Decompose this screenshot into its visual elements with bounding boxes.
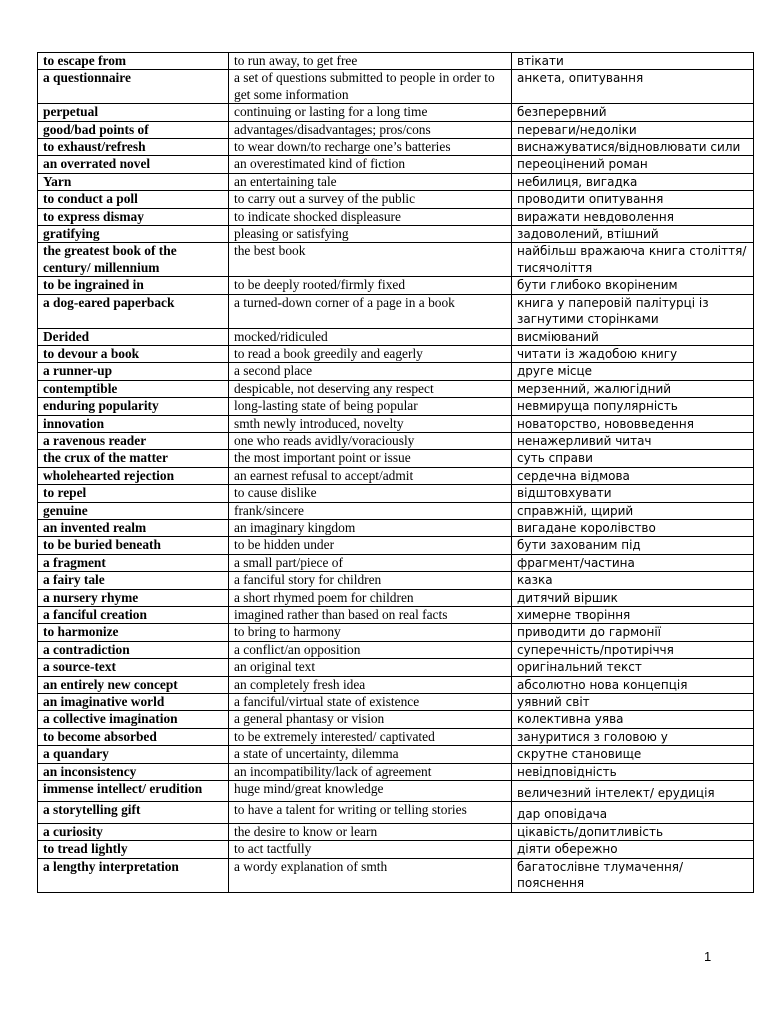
translation-cell: вигадане королівство [512,519,754,536]
table-row [38,858,754,892]
definition-cell: smth newly introduced, novelty [229,415,512,432]
translation-cell: виражати невдоволення [512,208,754,225]
table-row [38,226,754,243]
table-row [38,823,754,840]
definition-cell: a fanciful story for children [229,572,512,589]
definition-cell: to act tactfully [229,841,512,858]
translation-cell: суть справи [512,450,754,467]
translation-cell: друге місце [512,363,754,380]
definition-cell: one who reads avidly/voraciously [229,432,512,449]
term-cell: an imaginative world [38,694,229,711]
term-cell: to repel [38,485,229,502]
translation-cell: переваги/недоліки [512,121,754,138]
term-cell: a storytelling gift [38,802,229,823]
term-cell: to be ingrained in [38,277,229,294]
definition-cell: a second place [229,363,512,380]
term-cell: gratifying [38,226,229,243]
term-cell: genuine [38,502,229,519]
table-row [38,208,754,225]
definition-cell: a small part/piece of [229,554,512,571]
definition-cell: imagined rather than based on real facts [229,607,512,624]
definition-cell: to be hidden under [229,537,512,554]
definition-cell: a set of questions submitted to people in order to get some information [229,70,512,104]
definition-cell: an entertaining tale [229,173,512,190]
term-cell: to express dismay [38,208,229,225]
table-row [38,277,754,294]
definition-cell: a conflict/an opposition [229,641,512,658]
definition-cell: a general phantasy or vision [229,711,512,728]
table-row [38,104,754,121]
term-cell: a fragment [38,554,229,571]
term-cell: to become absorbed [38,728,229,745]
term-cell: Yarn [38,173,229,190]
table-row [38,607,754,624]
table-row [38,537,754,554]
translation-cell: небилиця, вигадка [512,173,754,190]
table-row [38,191,754,208]
term-cell: a nursery rhyme [38,589,229,606]
definition-cell: to be deeply rooted/firmly fixed [229,277,512,294]
term-cell: a curiosity [38,823,229,840]
table-row [38,432,754,449]
table-row [38,398,754,415]
table-row [38,641,754,658]
translation-cell: сердечна відмова [512,467,754,484]
translation-cell: казка [512,572,754,589]
term-cell: to harmonize [38,624,229,641]
definition-cell: a short rhymed poem for children [229,589,512,606]
translation-cell: невідповідність [512,763,754,780]
table-row [38,139,754,156]
term-cell: an inconsistency [38,763,229,780]
table-row [38,763,754,780]
table-row [38,294,754,328]
definition-cell: a turned-down corner of a page in a book [229,294,512,328]
definition-cell: an original text [229,659,512,676]
translation-cell: проводити опитування [512,191,754,208]
definition-cell: mocked/ridiculed [229,328,512,345]
table-row [38,53,754,70]
term-cell: to exhaust/refresh [38,139,229,156]
table-row [38,659,754,676]
table-row [38,485,754,502]
table-row [38,624,754,641]
table-row [38,519,754,536]
definition-cell: a fanciful/virtual state of existence [229,694,512,711]
translation-cell: безперервний [512,104,754,121]
term-cell: the crux of the matter [38,450,229,467]
table-row [38,345,754,362]
translation-cell: ненажерливий читач [512,432,754,449]
table-row [38,380,754,397]
table-row [38,711,754,728]
definition-cell: to read a book greedily and eagerly [229,345,512,362]
table-row [38,746,754,763]
definition-cell: to run away, to get free [229,53,512,70]
table-row [38,328,754,345]
translation-cell: втікати [512,53,754,70]
term-cell: the greatest book of the century/ millennium [38,243,229,277]
definition-cell: the desire to know or learn [229,823,512,840]
translation-cell: химерне творіння [512,607,754,624]
translation-cell: скрутне становище [512,746,754,763]
translation-cell: оригінальний текст [512,659,754,676]
table-row [38,121,754,138]
definition-cell: an overestimated kind of fiction [229,156,512,173]
table-row [38,781,754,802]
definition-cell: an earnest refusal to accept/admit [229,467,512,484]
term-cell: a dog-eared paperback [38,294,229,328]
definition-cell: an imaginary kingdom [229,519,512,536]
translation-cell: висміюваний [512,328,754,345]
table-row [38,363,754,380]
translation-cell: невмируща популярність [512,398,754,415]
term-cell: good/bad points of [38,121,229,138]
vocabulary-table-body [38,53,754,893]
translation-cell: багатослівне тлумачення/пояснення [512,858,754,892]
table-row [38,415,754,432]
term-cell: an entirely new concept [38,676,229,693]
definition-cell: frank/sincere [229,502,512,519]
table-row [38,502,754,519]
term-cell: contemptible [38,380,229,397]
term-cell: a source-text [38,659,229,676]
definition-cell: despicable, not deserving any respect [229,380,512,397]
definition-cell: continuing or lasting for a long time [229,104,512,121]
term-cell: to tread lightly [38,841,229,858]
term-cell: a ravenous reader [38,432,229,449]
translation-cell: бути захованим під [512,537,754,554]
translation-cell: книга у паперовій палітурці із загнутими сторінками [512,294,754,328]
translation-cell: колективна уява [512,711,754,728]
definition-cell: pleasing or satisfying [229,226,512,243]
definition-cell: to wear down/to recharge one’s batteries [229,139,512,156]
table-row [38,589,754,606]
definition-cell: to carry out a survey of the public [229,191,512,208]
translation-cell: суперечність/протиріччя [512,641,754,658]
term-cell: a contradiction [38,641,229,658]
vocabulary-table [37,52,754,893]
term-cell: enduring popularity [38,398,229,415]
term-cell: a runner-up [38,363,229,380]
term-cell: innovation [38,415,229,432]
definition-cell: long-lasting state of being popular [229,398,512,415]
table-row [38,173,754,190]
translation-cell: справжній, щирий [512,502,754,519]
term-cell: a collective imagination [38,711,229,728]
translation-cell: приводити до гармонії [512,624,754,641]
term-cell: a fanciful creation [38,607,229,624]
table-row [38,728,754,745]
definition-cell: the best book [229,243,512,277]
definition-cell: to cause dislike [229,485,512,502]
table-row [38,70,754,104]
term-cell: a questionnaire [38,70,229,104]
term-cell: to conduct a poll [38,191,229,208]
translation-cell: найбільш вражаюча книга століття/тисячоліття [512,243,754,277]
translation-cell: новаторство, нововведення [512,415,754,432]
definition-cell: to bring to harmony [229,624,512,641]
translation-cell: величезний інтелект/ ерудиція [512,781,754,802]
table-row [38,841,754,858]
table-row [38,467,754,484]
term-cell: a lengthy interpretation [38,858,229,892]
translation-cell: мерзенний, жалюгідний [512,380,754,397]
table-row [38,802,754,823]
translation-cell: дитячий віршик [512,589,754,606]
definition-cell: huge mind/great knowledge [229,781,512,802]
term-cell: an invented realm [38,519,229,536]
translation-cell: переоцінений роман [512,156,754,173]
table-row [38,554,754,571]
translation-cell: виснажуватися/відновлювати сили [512,139,754,156]
term-cell: a fairy tale [38,572,229,589]
term-cell: immense intellect/ erudition [38,781,229,802]
table-row [38,156,754,173]
translation-cell: анкета, опитування [512,70,754,104]
term-cell: an overrated novel [38,156,229,173]
definition-cell: to be extremely interested/ captivated [229,728,512,745]
translation-cell: цікавість/допитливість [512,823,754,840]
table-row [38,694,754,711]
table-row [38,243,754,277]
translation-cell: дар оповідача [512,802,754,823]
definition-cell: a state of uncertainty, dilemma [229,746,512,763]
term-cell: wholehearted rejection [38,467,229,484]
term-cell: to escape from [38,53,229,70]
translation-cell: відштовхувати [512,485,754,502]
definition-cell: to have a talent for writing or telling stories [229,802,512,823]
definition-cell: an incompatibility/lack of agreement [229,763,512,780]
definition-cell: the most important point or issue [229,450,512,467]
page-number: 1 [704,949,712,964]
translation-cell: уявний світ [512,694,754,711]
translation-cell: діяти обережно [512,841,754,858]
translation-cell: читати із жадобою книгу [512,345,754,362]
definition-cell: advantages/disadvantages; pros/cons [229,121,512,138]
table-row [38,572,754,589]
definition-cell: to indicate shocked displeasure [229,208,512,225]
table-row [38,450,754,467]
term-cell: to devour a book [38,345,229,362]
term-cell: a quandary [38,746,229,763]
definition-cell: a wordy explanation of smth [229,858,512,892]
translation-cell: задоволений, втішний [512,226,754,243]
definition-cell: an completely fresh idea [229,676,512,693]
table-row [38,676,754,693]
term-cell: to be buried beneath [38,537,229,554]
translation-cell: бути глибоко вкоріненим [512,277,754,294]
translation-cell: зануритися з головою у [512,728,754,745]
term-cell: Derided [38,328,229,345]
term-cell: perpetual [38,104,229,121]
translation-cell: фрагмент/частина [512,554,754,571]
translation-cell: абсолютно нова концепція [512,676,754,693]
